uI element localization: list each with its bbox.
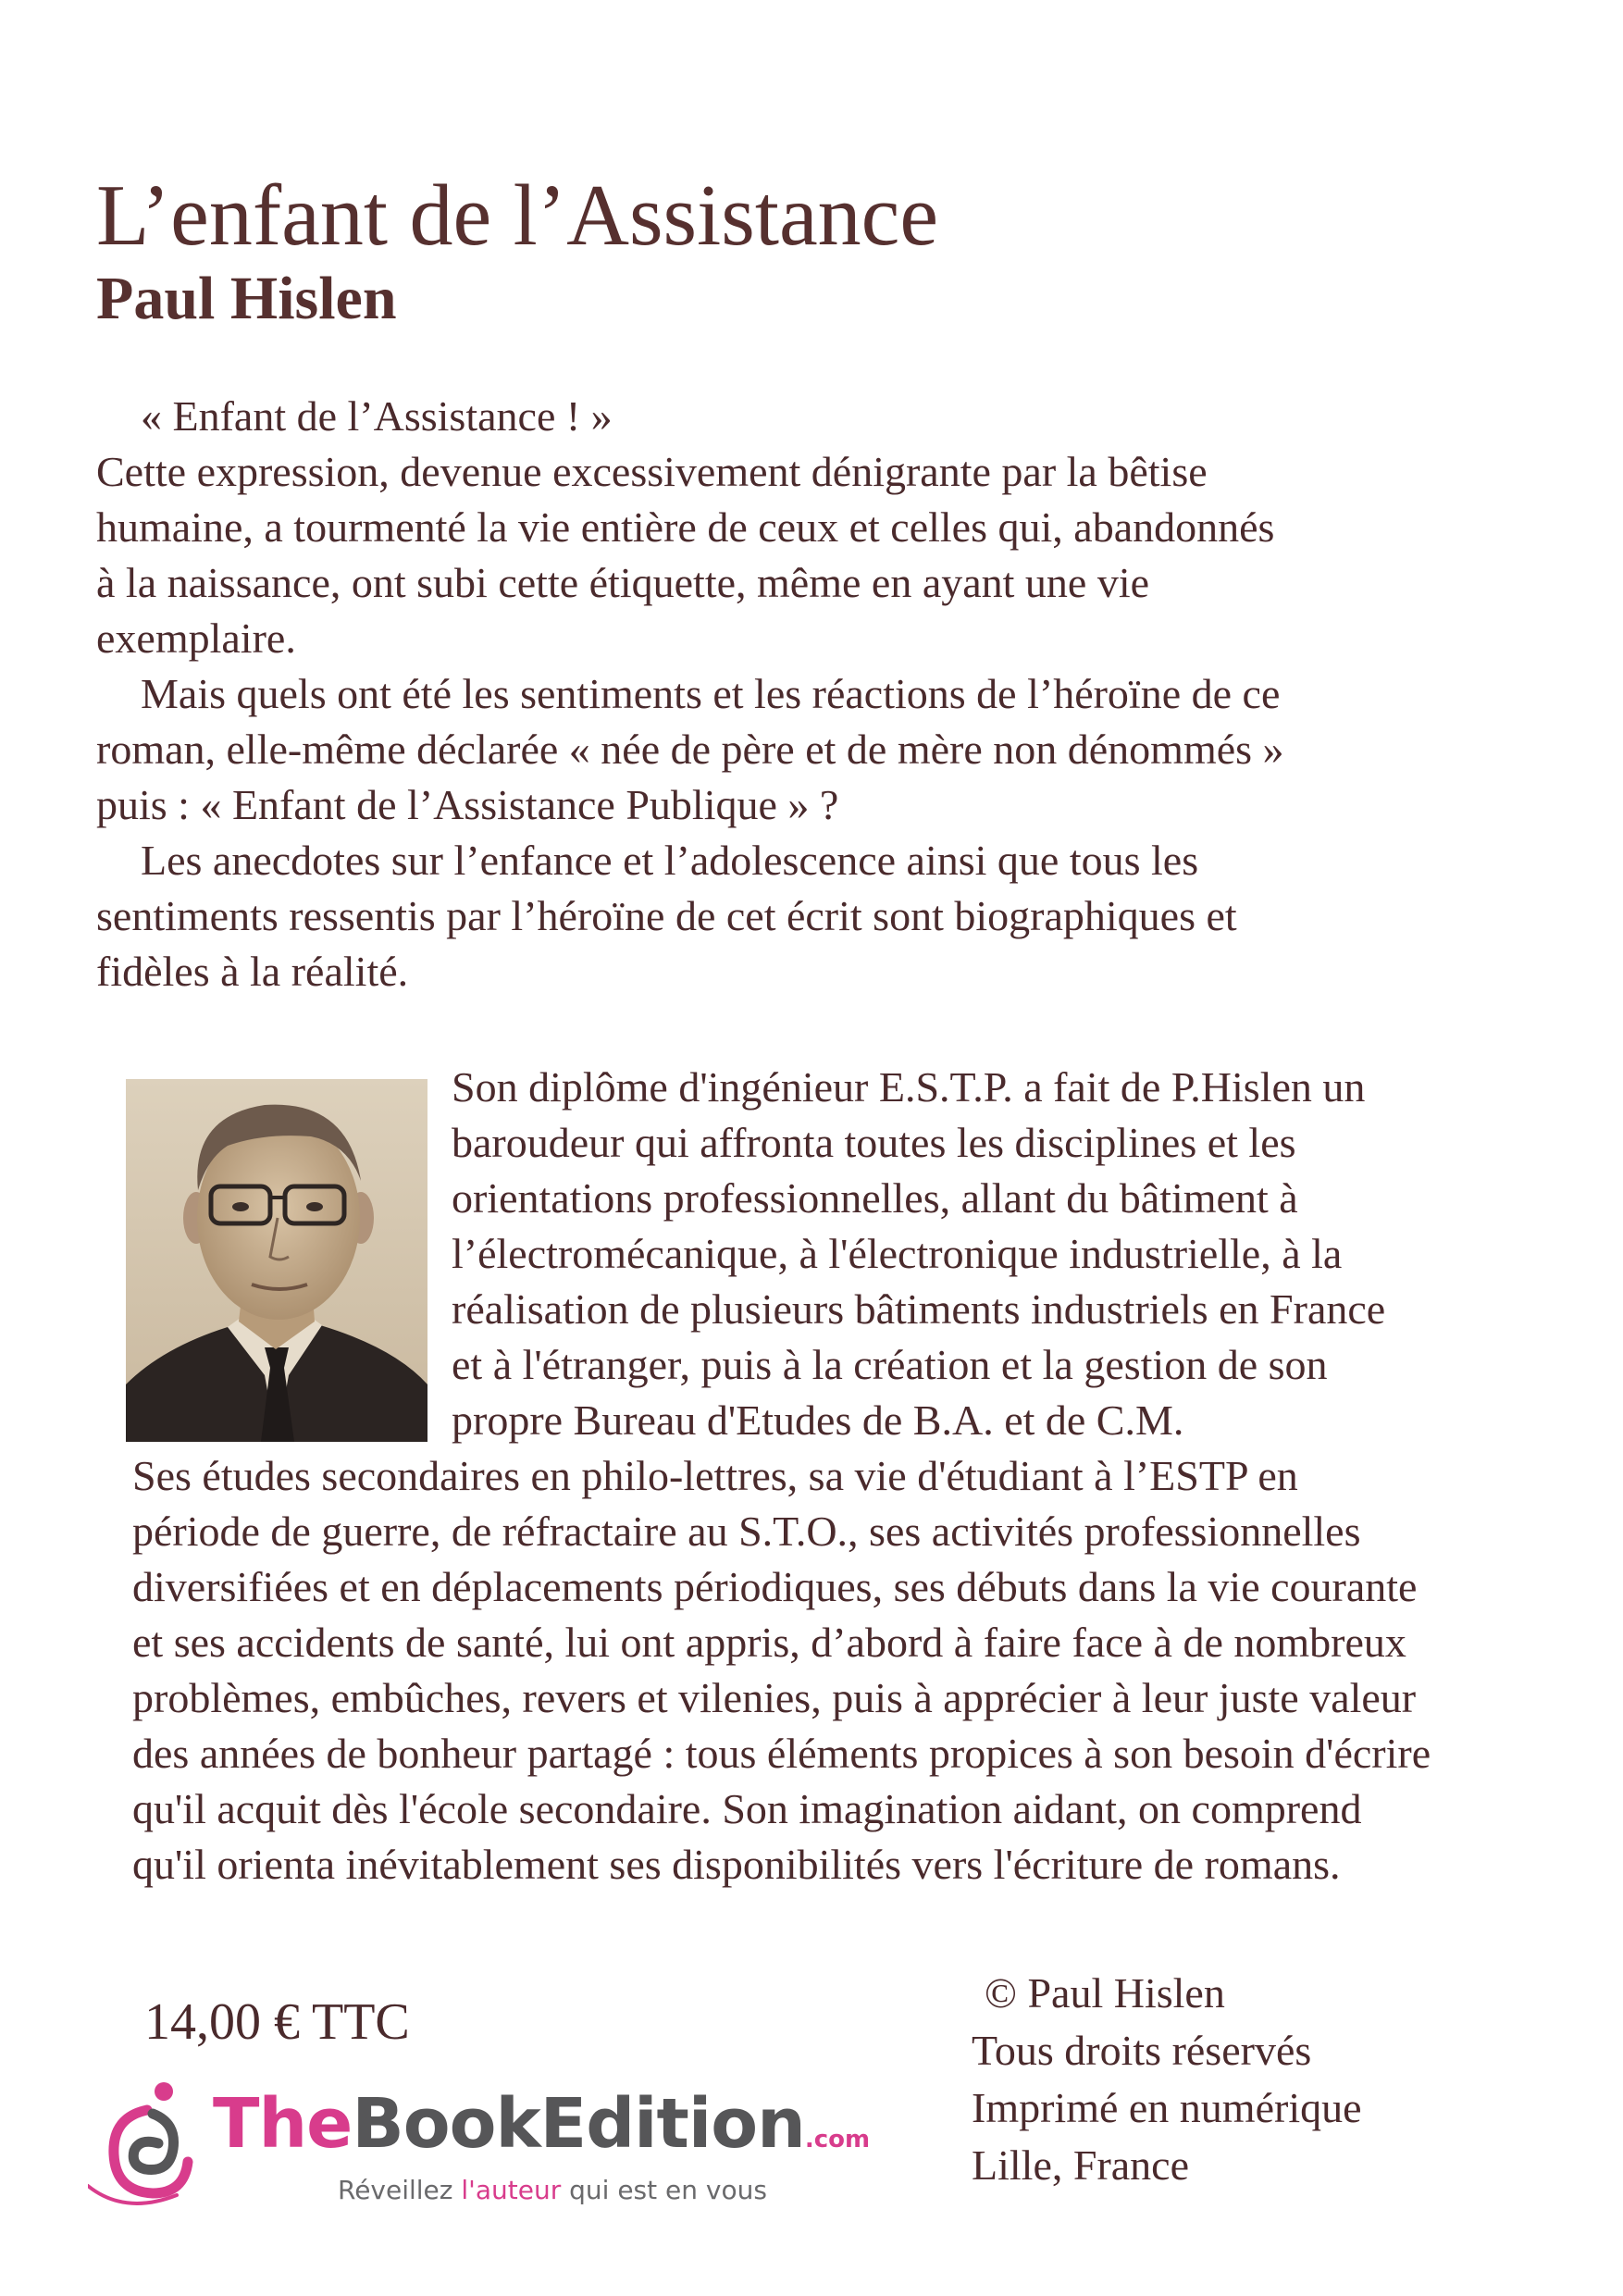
book-title: L’enfant de l’Assistance [96,168,939,264]
book-author: Paul Hislen [96,265,397,332]
bio-line: Ses études secondaires en philo-lettres, sa vie d'étudiant à l’ESTP en [132,1452,1298,1499]
book-blurb [96,389,1484,999]
logo-edition: Edition [539,2084,805,2164]
blurb-line: sentiments ressentis par l’héroïne de cet écrit sont biographiques et [96,892,1237,939]
blurb-line: « Enfant de l’Assistance ! » [141,392,613,440]
price-label: 14,00 € TTC [144,1993,410,2051]
bio-line: et ses accidents de santé, lui ont appris, d’abord à faire face à de nombreux [132,1619,1406,1666]
copyright-block [972,1966,1362,2195]
blurb-line: humaine, a tourmenté la vie entière de ceux et celles qui, abandonnés [96,503,1275,551]
bio-line: période de guerre, de réfractaire au S.T.O., ses activités professionnelles [132,1508,1361,1555]
blurb-line: fidèles à la réalité. [96,948,409,995]
portrait-drawing [126,1079,427,1442]
blurb-line: Mais quels ont été les sentiments et les réactions de l’héroïne de ce [141,670,1281,717]
bio-line: l’électromécanique, à l'électronique industrielle, à la [452,1230,1343,1277]
blurb-line: Cette expression, devenue excessivement dénigrante par la bêtise [96,448,1208,495]
bio-line: Son diplôme d'ingénieur E.S.T.P. a fait de P.Hislen un [452,1063,1366,1111]
thebookedition-logo-icon [88,2077,208,2206]
bio-line: réalisation de plusieurs bâtiments industriels en France [452,1285,1386,1333]
logo-tag-before: Réveillez [338,2175,462,2205]
author-bio-bottom [132,1448,1576,1893]
bio-line: propre Bureau d'Etudes de B.A. et de C.M. [452,1396,1184,1444]
bio-line: qu'il acquit dès l'école secondaire. Son imagination aidant, on comprend [132,1785,1362,1832]
bio-line: baroudeur qui affronta toutes les disciplines et les [452,1119,1296,1166]
blurb-line: à la naissance, ont subi cette étiquette, même en ayant une vie [96,559,1150,606]
author-portrait-photo [126,1079,427,1442]
author-bio-top [452,1060,1543,1448]
blurb-line: puis : « Enfant de l’Assistance Publique » ? [96,781,839,828]
bio-line: orientations professionnelles, allant du bâtiment à [452,1174,1298,1222]
copyright-line: © Paul Hislen [985,1969,1225,2017]
bio-line: diversifiées et en déplacements périodiques, ses débuts dans la vie courante [132,1563,1418,1610]
logo-tagline [338,2175,767,2206]
logo-the: The [213,2084,353,2164]
logo-tag-accent: l'auteur [461,2175,562,2205]
blurb-line: exemplaire. [96,614,296,662]
copyright-line: Lille, France [972,2141,1190,2189]
bio-line: des années de bonheur partagé : tous éléments propices à son besoin d'écrire [132,1730,1431,1777]
bio-line: et à l'étranger, puis à la création et la gestion de son [452,1341,1328,1388]
publisher-logo [88,2077,871,2215]
blurb-line: Les anecdotes sur l’enfance et l’adolescence ainsi que tous les [141,837,1199,884]
logo-tag-after: qui est en vous [561,2175,767,2205]
bio-line: problèmes, embûches, revers et vilenies, puis à apprécier à leur juste valeur [132,1674,1417,1721]
blurb-line: roman, elle-même déclarée « née de père et de mère non dénommés » [96,726,1284,773]
bio-line: qu'il orienta inévitablement ses disponibilités vers l'écriture de romans. [132,1841,1341,1888]
logo-com: .com [804,2126,871,2153]
logo-wordmark [213,2082,870,2181]
copyright-line: Tous droits réservés [972,2027,1312,2074]
logo-book: Book [352,2084,540,2164]
copyright-line: Imprimé en numérique [972,2084,1362,2131]
